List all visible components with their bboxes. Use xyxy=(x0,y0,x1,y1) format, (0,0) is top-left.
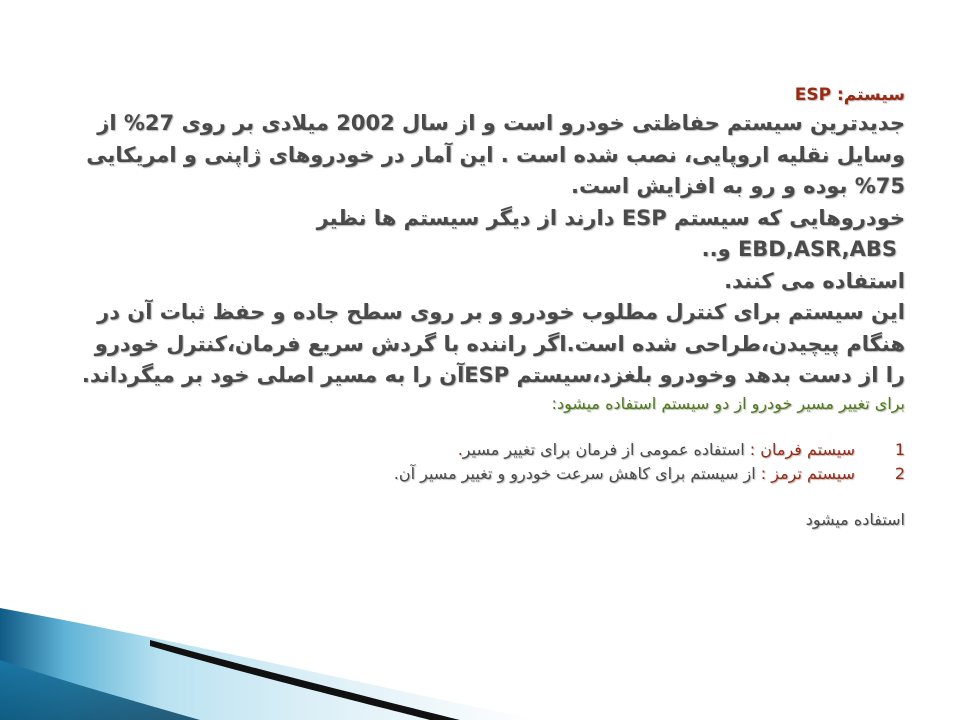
title-code: ESP xyxy=(794,85,832,105)
list-item-suffix: . xyxy=(393,463,399,483)
list-item-term: سیستم ترمز : xyxy=(760,463,855,483)
paragraph-systems-list: EBD,ASR,ABS و.. xyxy=(701,237,897,261)
slide-content xyxy=(70,82,905,548)
systems-list xyxy=(70,438,905,486)
list-item-number: 2 xyxy=(894,463,905,483)
paragraph-use: استفاده می کنند. xyxy=(724,268,905,293)
list-item-desc: از سیستم برای کاهش سرعت خودرو و تغییر مسیر آن xyxy=(398,463,756,483)
footer-word: استفاده میشود xyxy=(805,509,905,529)
list-item-number: 1 xyxy=(894,439,905,459)
title-label: سیستم: xyxy=(836,85,905,105)
slide-title xyxy=(70,82,905,108)
list-item xyxy=(70,462,905,486)
list-item-suffix: . xyxy=(457,439,463,459)
paragraph-description: این سیستم برای کنترل مطلوب خودرو و بر روی سطح جاده و حفظ ثبات آن در هنگام پیچیدن،طراحی شده است.اگر راننده با گردش سریع فرمان،کنترل خودرو را از دست بدهد وخودرو بلغزد،سیستم ESPآن را به مسیر اصلی خود بر میگرداند. xyxy=(81,300,905,387)
list-item-desc: استفاده عمومی از فرمان برای تغییر مسیر xyxy=(462,439,745,459)
paragraph-intro: جدیدترین سیستم حفاظتی خودرو است و از سال 2002 میلادی بر روی 27% از وسایل نقلیه اروپایی، نصب شده است . این آمار در خودروهای ژاپنی و امریکایی 75% بوده و رو به افزایش است. xyxy=(86,111,905,198)
list-item xyxy=(70,438,905,462)
green-line: برای تغییر مسیر خودرو از دو سیستم استفاده میشود: xyxy=(551,393,905,413)
paragraph-systems: خودروهایی که سیستم ESP دارند از دیگر سیستم ها نظیر xyxy=(316,205,905,230)
decorative-wave xyxy=(0,600,960,720)
list-item-term: سیستم فرمان : xyxy=(749,439,855,459)
